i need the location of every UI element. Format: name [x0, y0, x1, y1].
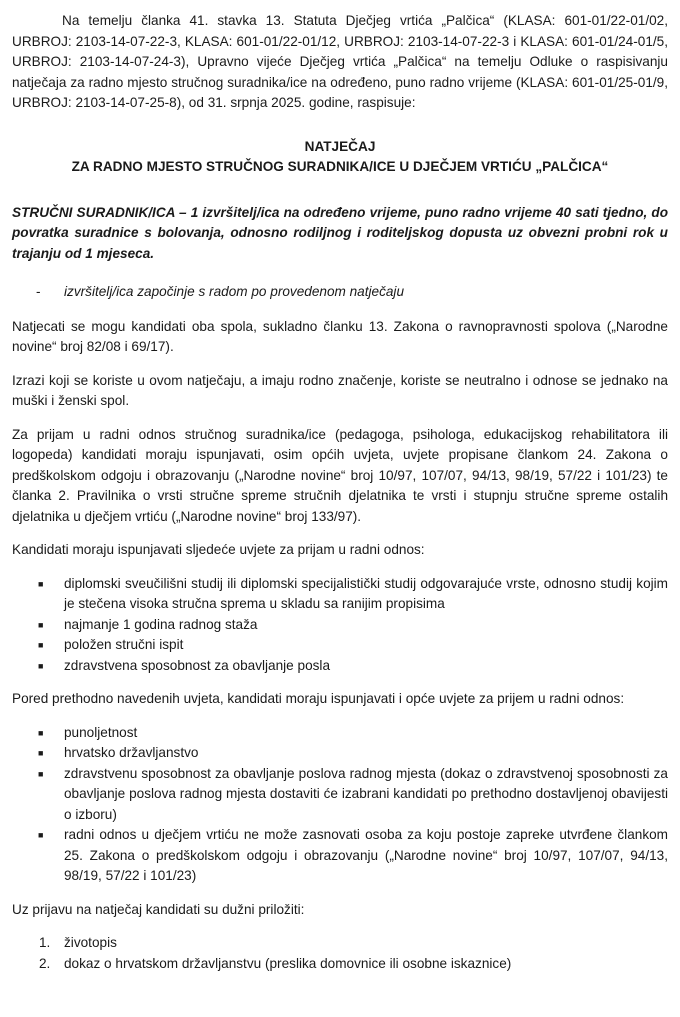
square-bullet-icon: ■	[38, 640, 44, 650]
list-item: ■ radni odnos u dječjem vrtiću ne može zasnovati osoba za koju postoje zapreke utvrđene člankom 25. Zakona o predškolskom odgoju i obrazovanju („Narodne novine“ broj 10/97, 107/07, 94/13, 98/19, 57/22 i 101/23)	[12, 825, 668, 887]
title-line-2: ZA RADNO MJESTO STRUČNOG SURADNIKA/ICE U DJEČJEM VRTIĆU „PALČICA“	[71, 159, 609, 174]
square-bullet-icon: ■	[38, 830, 44, 840]
list-item: 1. životopis	[12, 933, 668, 954]
documents-heading: Uz prijavu na natječaj kandidati su dužni priložiti:	[12, 901, 305, 917]
gender-terms-paragraph: Izrazi koji se koriste u ovom natječaju, a imaju rodno značenje, koriste se neutralno i odnose se jednako na muški i ženski spol.	[12, 372, 668, 408]
list-item: ■ najmanje 1 godina radnog staža	[12, 615, 668, 636]
dash-item-text: izvršitelj/ica započinje s radom po provedenom natječaju	[64, 284, 405, 299]
general-conditions-heading: Pored prethodno navedenih uvjeta, kandidati moraju ispunjavati i opće uvjete za prijem u radni odnos:	[12, 691, 625, 706]
list-item: ■ položen stručni ispit	[12, 635, 668, 656]
title-line-1: NATJEČAJ	[304, 138, 376, 154]
square-bullet-icon: ■	[38, 727, 44, 738]
list-item: ■ zdravstvenu sposobnost za obavljanje poslova radnog mjesta (dokaz o zdravstvenoj sposobnosti za obavljanje poslova radnog mjesta dostaviti će izabrani kandidati po prethodno dostavljenoj obavijesti o izboru)	[12, 764, 668, 826]
dash-list-item	[12, 282, 668, 303]
position-description: STRUČNI SURADNIK/ICA – 1 izvršitelj/ica na određeno vrijeme, puno radno vrijeme 40 sati tjedno, do povratka suradnice s bolovanja, odnosno rodiljnog i roditeljskog dopusta uz obvezni probni rok u trajanju od 1 mjeseca.	[12, 204, 668, 261]
square-bullet-icon: ■	[38, 768, 44, 779]
document-title	[12, 137, 668, 178]
list-item: ■ zdravstvena sposobnost za obavljanje posla	[12, 656, 668, 677]
special-conditions-list	[12, 574, 668, 677]
intro-paragraph: Na temelju članka 41. stavka 13. Statuta Dječjeg vrtića „Palčica“ (KLASA: 601-01/22-01/02, URBROJ: 2103-14-07-22-3, KLASA: 601-01/22-01/12, URBROJ: 2103-14-07-22-3 i KLASA: 601-01/24-01/5, URBROJ: 2103-14-07-24-3), Upravno vijeće Dječjeg vrtića „Palčica“ na temelju Odluke o raspisivanju natječaja za radno mjesto stručnog suradnika/ice na određeno, puno radno vrijeme (KLASA: 601-01/25-01/9, URBROJ: 2103-14-07-25-8), od 31. srpnja 2025. godine, raspisuje:	[12, 13, 668, 110]
square-bullet-icon: ■	[38, 578, 44, 589]
gender-equality-paragraph: Natjecati se mogu kandidati oba spola, sukladno članku 13. Zakona o ravnopravnosti spolova („Narodne novine“ broj 82/08 i 69/17).	[12, 318, 668, 354]
square-bullet-icon: ■	[38, 660, 44, 671]
square-bullet-icon: ■	[38, 748, 44, 758]
list-item: 2. dokaz o hrvatskom državljanstvu (preslika domovnice ili osobne iskaznice)	[12, 954, 668, 975]
conditions-paragraph: Za prijam u radni odnos stručnog suradnika/ice (pedagoga, psihologa, edukacijskog rehabilitatora ili logopeda) kandidati moraju ispunjavati, osim općih uvjeta, uvjete propisane člankom 24. Zakona o predškolskom odgoju i obrazovanju („Narodne novine“ broj 10/97, 107/07, 94/13, 98/19, 57/22 i 101/23) te članka 2. Pravilnika o vrsti stručne spreme stručnih djelatnika te vrsti i stupnju stručne spreme ostalih djelatnika u dječjem vrtiću („Narodne novine“ broj 133/97).	[12, 426, 668, 524]
documents-list	[12, 933, 668, 974]
list-item: ■ diplomski sveučilišni studij ili diplomski specijalistički studij odgovarajuće vrste, odnosno studij kojim je stečena visoka stručna sprema u skladu sa ranijim propisima	[12, 574, 668, 615]
list-number: 1.	[39, 935, 51, 950]
general-conditions-list	[12, 723, 668, 887]
special-conditions-heading: Kandidati moraju ispunjavati sljedeće uvjete za prijam u radni odnos:	[12, 542, 425, 557]
list-number: 2.	[39, 955, 51, 971]
dash-marker: -	[36, 284, 41, 299]
list-item: ■ punoljetnost	[12, 723, 668, 744]
list-item: ■ hrvatsko državljanstvo	[12, 743, 668, 764]
square-bullet-icon: ■	[38, 619, 44, 630]
